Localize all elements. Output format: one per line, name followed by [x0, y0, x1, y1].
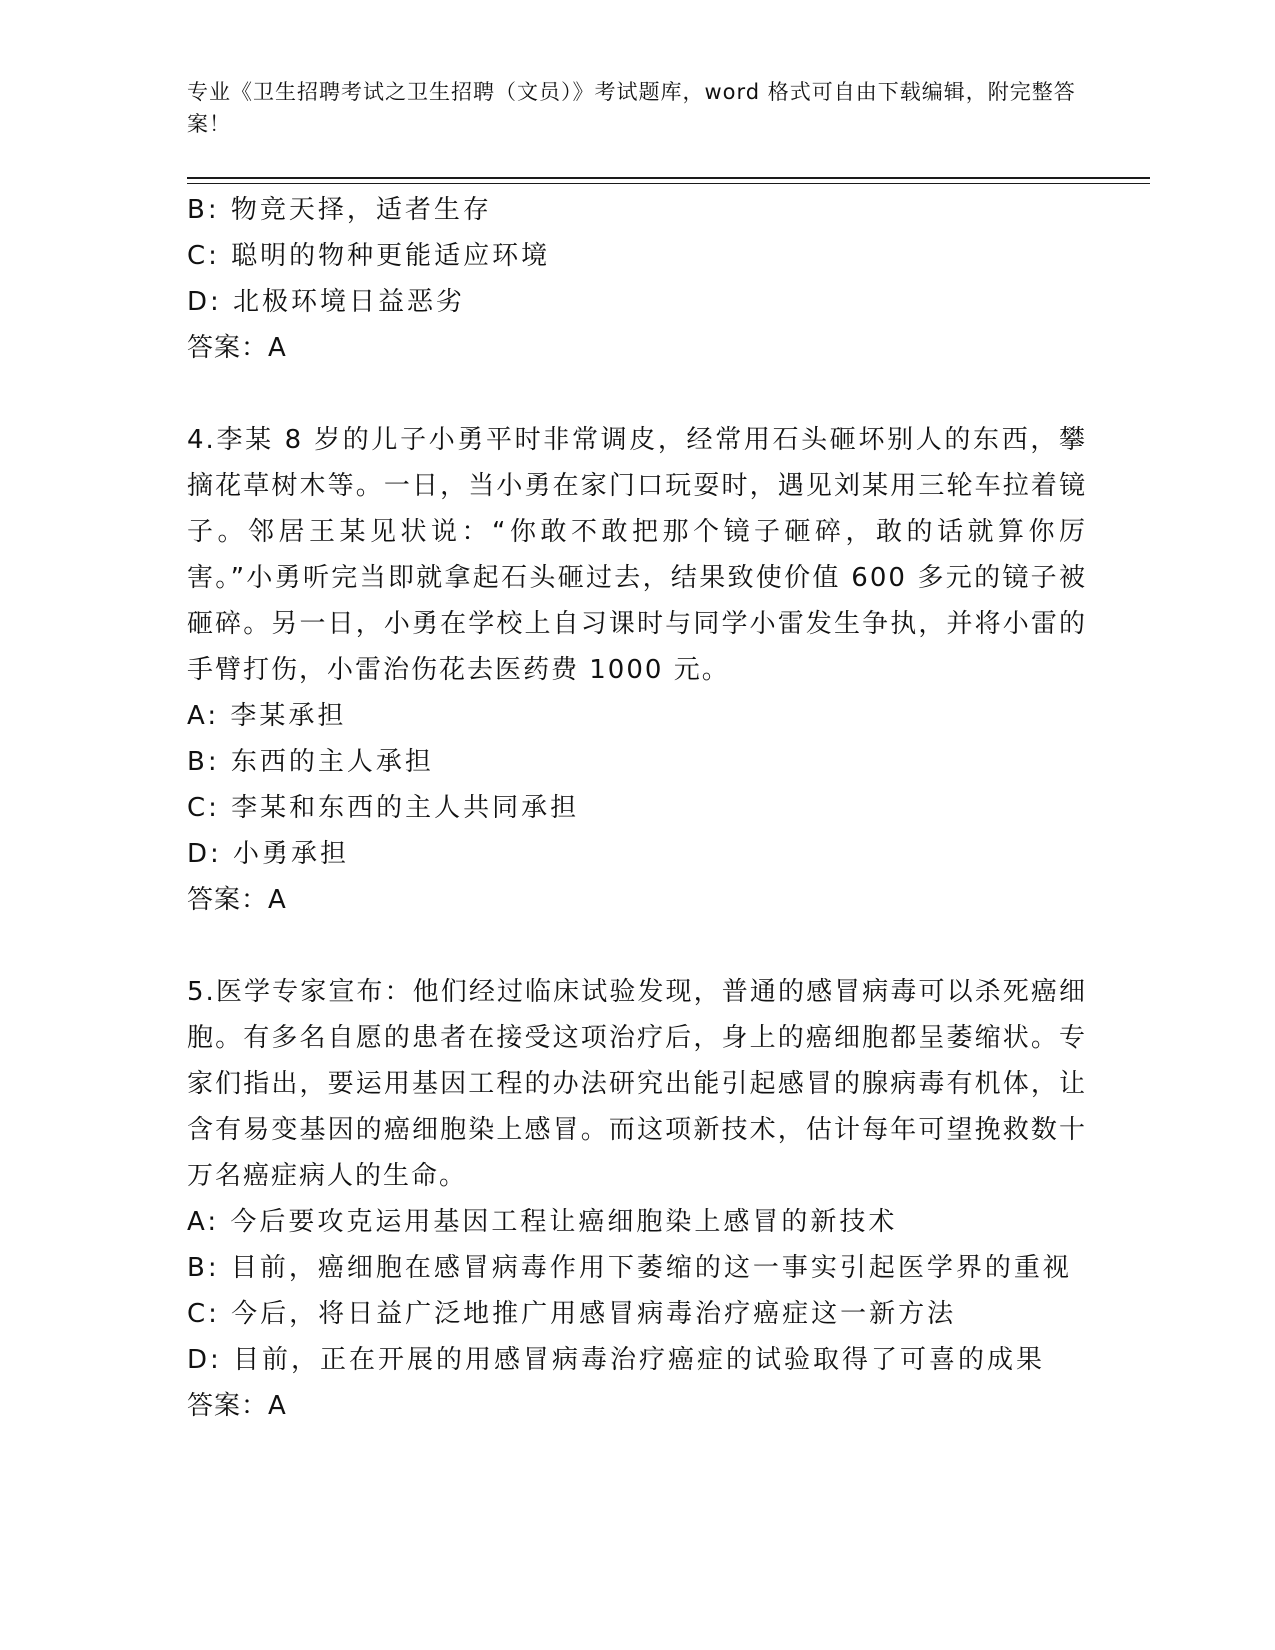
header-divider-thick [187, 177, 1150, 179]
answer-line: 答案：A [187, 885, 287, 915]
question-3-continued [187, 187, 1087, 371]
header-divider-thin [187, 183, 1150, 184]
question-4 [187, 417, 1087, 923]
spacer [187, 371, 1087, 417]
document-header: 专业《卫生招聘考试之卫生招聘（文员）》考试题库，word 格式可自由下载编辑，附完整答案！ [187, 80, 1076, 136]
option-b: B: 目前，癌细胞在感冒病毒作用下萎缩的这一事实引起医学界的重视 [187, 1253, 1072, 1283]
question-5 [187, 969, 1087, 1429]
question-stem: 5.医学专家宣布：他们经过临床试验发现，普通的感冒病毒可以杀死癌细胞。有多名自愿的患者在接受这项治疗后，身上的癌细胞都呈萎缩状。专家们指出，要运用基因工程的办法研究出能引起感冒的腺病毒有机体，让含有易变基因的癌细胞染上感冒。而这项新技术，估计每年可望挽救数十万名癌症病人的生命。 [187, 977, 1087, 1191]
option-c: C: 今后，将日益广泛地推广用感冒病毒治疗癌症这一新方法 [187, 1299, 957, 1329]
document-body [187, 187, 1087, 1429]
option-a: A: 李某承担 [187, 701, 347, 731]
question-stem: 4.李某 8 岁的儿子小勇平时非常调皮，经常用石头砸坏别人的东西，攀摘花草树木等。一日，当小勇在家门口玩耍时，遇见刘某用三轮车拉着镜子。邻居王某见状说：“你敢不敢把那个镜子砸碎，敢的话就算你厉害。”小勇听完当即就拿起石头砸过去，结果致使价值 600 多元的镜子被砸碎。另一日，小勇在学校上自习课时与同学小雷发生争执，并将小雷的手臂打伤，小雷治伤花去医药费 1000 元。 [187, 425, 1087, 685]
option-d: D: 目前，正在开展的用感冒病毒治疗癌症的试验取得了可喜的成果 [187, 1345, 1046, 1375]
option-d: D: 小勇承担 [187, 839, 350, 869]
option-b: B: 物竞天择，适者生存 [187, 195, 492, 225]
option-d: D: 北极环境日益恶劣 [187, 287, 466, 317]
answer-line: 答案：A [187, 333, 287, 363]
option-a: A: 今后要攻克运用基因工程让癌细胞染上感冒的新技术 [187, 1207, 898, 1237]
option-b: B: 东西的主人承担 [187, 747, 434, 777]
option-c: C: 聪明的物种更能适应环境 [187, 241, 551, 271]
spacer [187, 923, 1087, 969]
option-c: C: 李某和东西的主人共同承担 [187, 793, 580, 823]
answer-line: 答案：A [187, 1391, 287, 1421]
